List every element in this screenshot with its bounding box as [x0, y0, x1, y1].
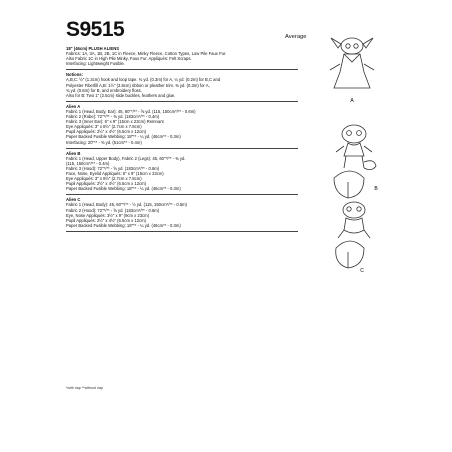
- divider: [66, 69, 298, 70]
- yardage-line: Eye Appliqués: 3" x 8½" (2.7cm x 7.8cm): [66, 176, 142, 182]
- notions-line: Also for B: Two 1" (2.5cm) slide buckles, feathers and glue.: [66, 92, 176, 98]
- view-label-b: B: [374, 186, 378, 192]
- pattern-envelope-back: [66, 18, 388, 432]
- alien-c-drawing: [336, 202, 370, 268]
- divider: [66, 101, 298, 102]
- yardage-line: Fabric 1 (Head, Upper Body), Fabric 2 (Legs): 45, 60"*/** - ⅜ yd.: [66, 155, 186, 161]
- alien-b-drawing: [334, 125, 376, 198]
- section-title-alien-a: Alien A: [66, 103, 81, 109]
- yardage-line: Fabric 2 (Robe): 72"*/** - ⅜ yd. (183cm*/** - 0.4m): [66, 114, 160, 120]
- view-illustrations: [298, 32, 388, 272]
- yardage-line: Fabric 1 (Head, Body): 45, 60"*/** - ½ yd. (115, 150cm*/** - 0.5m): [66, 202, 188, 208]
- notions-title: Notions:: [66, 72, 83, 78]
- divider: [66, 231, 298, 232]
- interfacing-line: Interfacing: Lightweight Fusible.: [66, 61, 125, 67]
- yardage-line: Fabric 2 (Hood): 72"*/** - ⅝ yd. (183cm*/** - 0.6m): [66, 207, 160, 213]
- divider: [66, 148, 298, 149]
- yardage-line: (115, 150cm*/** - 0.4m): [66, 160, 110, 166]
- yardage-line: Pupil Appliqués: 2½" x 4½" (6.5cm x 12cm): [66, 217, 147, 223]
- yardage-line: Eye Appliqués: 3" x 8½" (2.7cm x 7.8cm): [66, 124, 142, 130]
- yardage-line: Fabric 3 (Hood): 72"*/** - ⅝ yd. (183cm*/** - 0.6m): [66, 165, 160, 171]
- yardage-line: Paper Backed Fusible Webbing: 18"** - ¼ yd. (46cm** - 0.3m): [66, 186, 181, 192]
- view-label-c: C: [360, 268, 364, 272]
- header-block: [66, 46, 298, 234]
- alien-line-drawings: [298, 32, 388, 272]
- yardage-line: Pupil Appliqués: 2½" x 4½" (6.5cm x 12cm): [66, 181, 147, 187]
- yardage-line: Paper Backed Fusible Webbing: 18"** - ¼ yd. (46cm** - 0.3m): [66, 134, 181, 140]
- yardage-line: Eye, Nose Appliqués: 3½" x 9" (9cm x 23cm): [66, 212, 150, 218]
- notions-line: A,B,C: ½" (1.3cm) hook and loop tape. ¾ yd. (0.3m) for A, ¼ yd. (0.2m) for B,C and: [66, 77, 221, 83]
- yardage-line: Pupil Appliqués: 2½" x 4½" (6.5cm x 12cm): [66, 129, 147, 135]
- divider: [66, 194, 298, 195]
- notions-line: ¾ yd. (0.6m) for B, and embroidery floss.: [66, 87, 142, 93]
- yardage-line: Paper Backed Fusible Webbing: 18"** - ¼ yd. (46cm** - 0.3m): [66, 222, 181, 228]
- difficulty-label: Average: [285, 34, 307, 40]
- yardage-line: Interfacing: 20"** - ⅜ yd. (51cm** - 0.4m): [66, 139, 142, 145]
- section-title-alien-c: Alien C: [66, 197, 81, 203]
- yardage-line: Face, Nose, Eyelid Appliqués: 6" x 9" (15cm x 23cm): [66, 170, 164, 176]
- nap-footnote: *with nap **without nap: [66, 386, 103, 390]
- yardage-line: Fabric 1 (Head, Body, Ear): 45, 60"*/** - ⅝ yd. (115, 150cm*/** - 0.6m): [66, 108, 196, 114]
- fabrics-line: Fabrics: 1A, 3A, 1B, 2B, 1C in Fleece, Minky Fleece, Cotton Types, Low Pile Faux Fur.: [66, 51, 227, 57]
- notions-line: Polyester Fiberfill A,B: 1½" (3.8cm) ribbon or pleather trim. ⅜ yd. (0.3m) for A,: [66, 82, 210, 88]
- pattern-title: 18" (46cm) PLUSH ALIENS: [66, 46, 120, 51]
- section-title-alien-b: Alien B: [66, 150, 81, 156]
- view-label-a: A: [350, 98, 354, 104]
- pattern-number: S9515: [66, 18, 125, 41]
- yardage-line: Fabric 3 (Inner Ear): 6" x 9" (15cm x 23cm) Remnant: [66, 119, 164, 125]
- alien-a-drawing: [330, 38, 374, 88]
- also-fabric-line: Also Fabric 1C in High Pile Minky, Faux Fur. Appliqués: Felt Scraps.: [66, 56, 192, 62]
